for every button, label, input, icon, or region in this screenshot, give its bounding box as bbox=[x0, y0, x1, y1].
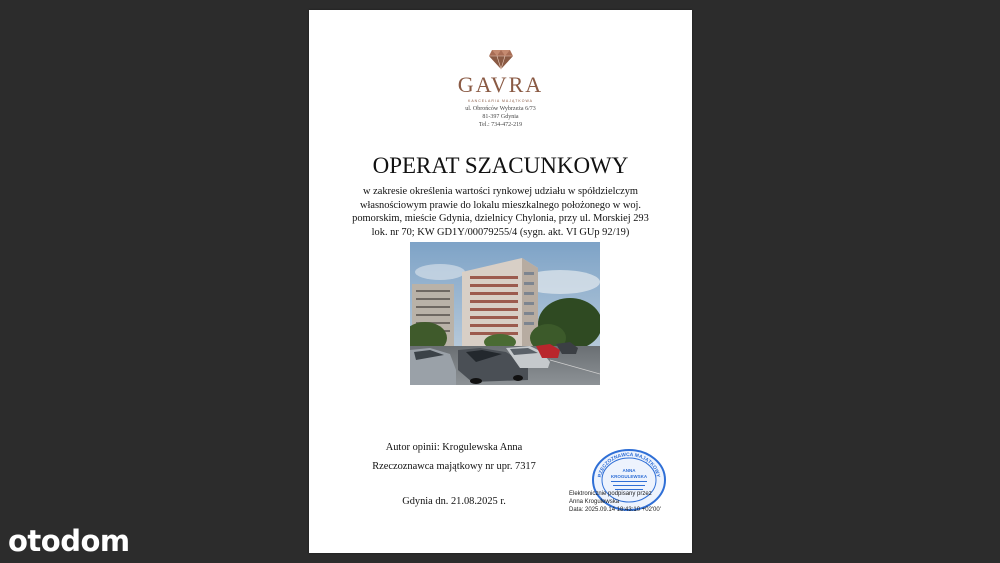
stamp-name-line: ANNA bbox=[622, 468, 636, 473]
address-line: ul. Obrońców Wybrzeża 6/73 bbox=[465, 106, 536, 112]
apartment-building-photo bbox=[410, 242, 600, 385]
appraiser-line: Rzeczoznawca majątkowy nr upr. 7317 bbox=[372, 461, 536, 472]
company-logo bbox=[309, 48, 692, 103]
address-line: 81-397 Gdynia bbox=[482, 114, 519, 120]
author-line: Autor opinii: Krogulewska Anna bbox=[385, 442, 523, 453]
company-address bbox=[309, 105, 692, 129]
brand-tagline: KANCELARIA MAJĄTKOWA bbox=[468, 99, 533, 103]
document-subtitle: w zakresie określenia wartości rynkowej udziału w spółdzielczym własnościowym prawie do lokalu mieszkalnego położonego w woj. pomorskim, mieście Gdynia, dzielnicy Chylonia, przy ul. Morskiej 293 lok. nr 70; KW GD1Y/00079255/4 (sygn. akt. VI GUp 92/19) bbox=[352, 186, 649, 238]
document-page bbox=[309, 10, 692, 553]
esign-line: Anna Krogulewska bbox=[569, 499, 620, 505]
esign-line: Data: 2025.09.14 18:43:10 +02'00' bbox=[569, 507, 661, 513]
stamp-ring-text: RZECZOZNAWCA MAJĄTKOWY bbox=[597, 451, 661, 478]
place-date-line: Gdynia dn. 21.08.2025 r. bbox=[402, 496, 506, 507]
diamond-icon bbox=[488, 48, 514, 70]
brand-name: GAVRA bbox=[457, 72, 544, 97]
electronic-signature bbox=[569, 490, 661, 514]
esign-line: Elektronicznie podpisany przez bbox=[569, 491, 652, 497]
document-title: OPERAT SZACUNKOWY bbox=[372, 153, 629, 178]
otodom-watermark: otodom bbox=[8, 524, 130, 558]
address-line: Tel.: 734-472-219 bbox=[478, 122, 523, 128]
stamp-name-line: KROGULEWSKA bbox=[610, 474, 648, 479]
